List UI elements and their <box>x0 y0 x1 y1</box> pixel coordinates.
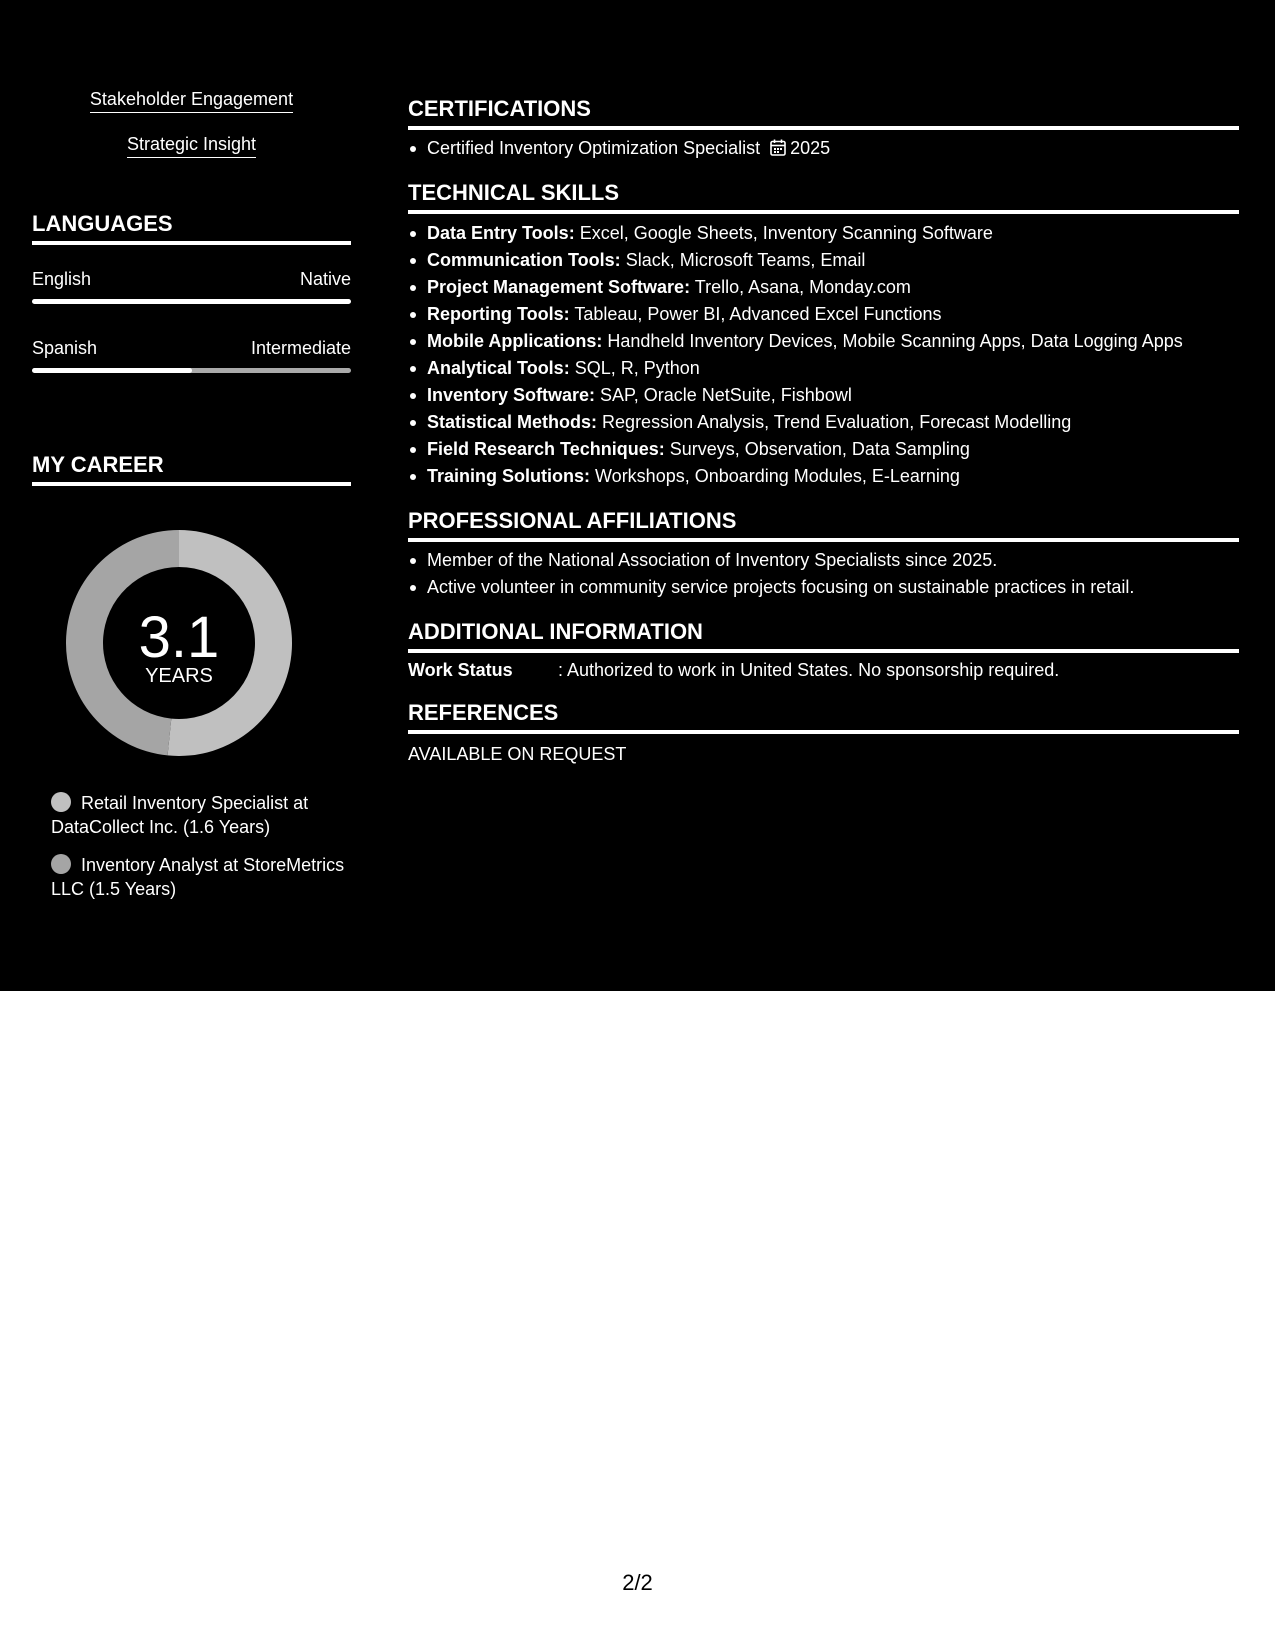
skill-label: Statistical Methods: <box>427 412 598 432</box>
skill-label: Mobile Applications: <box>427 331 603 351</box>
page-number: 2/2 <box>622 1570 653 1595</box>
career-total-unit: YEARS <box>145 665 213 687</box>
skill-label: Reporting Tools: <box>427 304 570 324</box>
certification-date <box>770 138 830 158</box>
language-proficiency-fill <box>32 299 351 304</box>
certification-name: Certified Inventory Optimization Specialist <box>427 138 761 158</box>
skill-label: Field Research Techniques: <box>427 439 665 459</box>
additional-info-heading: ADDITIONAL INFORMATION <box>408 619 1239 653</box>
work-status-value: : Authorized to work in United States. No sponsorship required. <box>558 660 1060 680</box>
language-name: English <box>32 269 92 289</box>
work-status-label: Work Status <box>408 660 513 680</box>
skill-value: Regression Analysis, Trend Evaluation, Forecast Modelling <box>602 412 1072 432</box>
skill-value: SQL, R, Python <box>574 358 700 378</box>
skill-value: Tableau, Power BI, Advanced Excel Functions <box>574 304 942 324</box>
skill-item <box>408 220 1239 247</box>
certifications-heading: CERTIFICATIONS <box>408 96 1239 130</box>
skill-item <box>408 382 1239 409</box>
language-proficiency-bar <box>32 299 351 304</box>
skill-label: Training Solutions: <box>427 466 590 486</box>
skill-tag <box>32 88 351 113</box>
skill-value: Trello, Asana, Monday.com <box>694 277 911 297</box>
calendar-icon <box>770 139 786 156</box>
skill-item <box>408 328 1239 355</box>
skill-label: Inventory Software: <box>427 385 596 405</box>
skill-value: Excel, Google Sheets, Inventory Scanning Software <box>579 223 993 243</box>
language-row <box>32 268 351 290</box>
skill-label: Analytical Tools: <box>427 358 570 378</box>
career-legend-text: Inventory Analyst at StoreMetrics LLC (1.5 Years) <box>51 855 345 899</box>
technical-skills-heading: TECHNICAL SKILLS <box>408 180 1239 214</box>
career-total-value: 3.1 <box>138 605 220 670</box>
skill-tag <box>32 133 351 158</box>
technical-skills-list <box>408 220 1239 490</box>
skill-value: Slack, Microsoft Teams, Email <box>625 250 866 270</box>
skill-item <box>408 274 1239 301</box>
skill-tag-label: Strategic Insight <box>127 133 256 158</box>
legend-dot-icon <box>51 792 71 812</box>
skill-value: SAP, Oracle NetSuite, Fishbowl <box>600 385 852 405</box>
skill-label: Data Entry Tools: <box>427 223 575 243</box>
language-row <box>32 337 351 359</box>
skill-item <box>408 247 1239 274</box>
skill-value: Workshops, Onboarding Modules, E-Learning <box>595 466 960 486</box>
skill-item <box>408 463 1239 490</box>
affiliation-item: Active volunteer in community service projects focusing on sustainable practices in retail. <box>408 574 1239 601</box>
career-legend-item <box>51 791 351 839</box>
career-heading: MY CAREER <box>32 452 351 486</box>
language-proficiency-fill <box>32 368 192 373</box>
affiliations-list <box>408 547 1239 601</box>
language-level: Native <box>299 269 351 289</box>
career-legend-item <box>51 853 351 901</box>
skill-value: Surveys, Observation, Data Sampling <box>669 439 970 459</box>
skill-item <box>408 301 1239 328</box>
language-level: Intermediate <box>250 338 351 358</box>
work-status-row <box>408 658 1239 682</box>
skill-tag-label: Stakeholder Engagement <box>90 88 293 113</box>
affiliations-heading: PROFESSIONAL AFFILIATIONS <box>408 508 1239 542</box>
skill-value: Handheld Inventory Devices, Mobile Scanning Apps, Data Logging Apps <box>607 331 1183 351</box>
legend-dot-icon <box>51 854 71 874</box>
language-proficiency-bar <box>32 368 351 373</box>
skill-item <box>408 436 1239 463</box>
skill-item <box>408 409 1239 436</box>
skill-item <box>408 355 1239 382</box>
languages-heading: LANGUAGES <box>32 211 351 245</box>
language-name: Spanish <box>32 338 98 358</box>
certification-item <box>408 135 1239 162</box>
references-text: AVAILABLE ON REQUEST <box>408 744 627 764</box>
career-legend-text: Retail Inventory Specialist at DataCollect Inc. (1.6 Years) <box>51 793 309 837</box>
certifications-list <box>408 135 1239 162</box>
skill-label: Communication Tools: <box>427 250 621 270</box>
affiliation-item: Member of the National Association of Inventory Specialists since 2025. <box>408 547 1239 574</box>
career-donut-chart <box>66 530 292 756</box>
skill-label: Project Management Software: <box>427 277 691 297</box>
certification-year: 2025 <box>790 138 831 158</box>
references-heading: REFERENCES <box>408 700 1239 734</box>
